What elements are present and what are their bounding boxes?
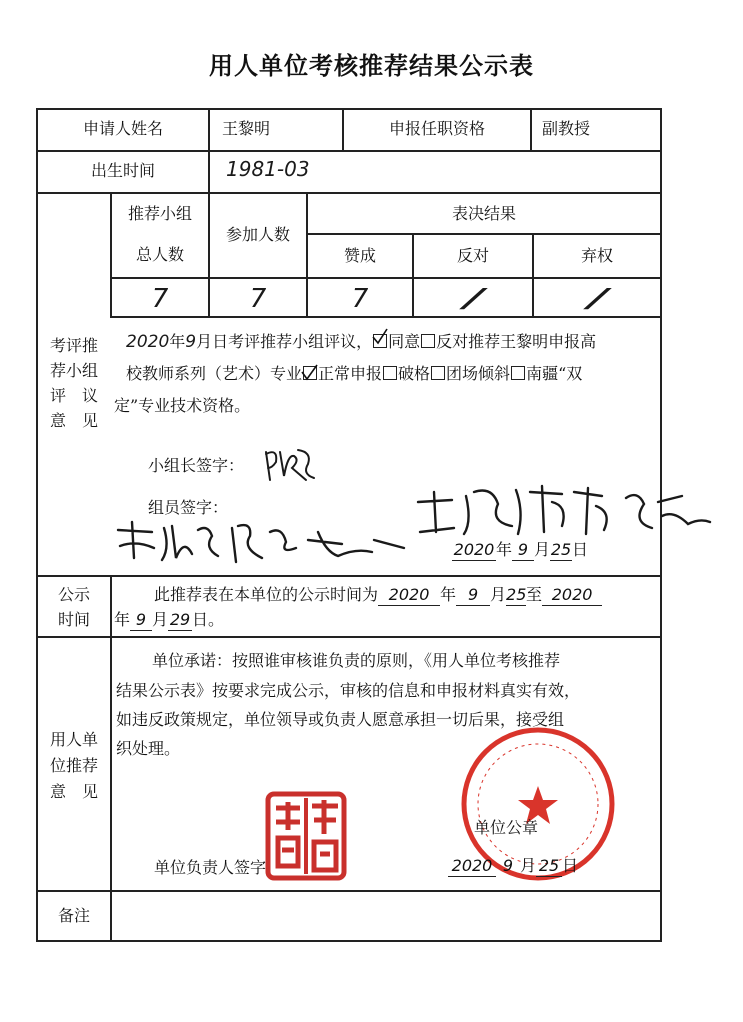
value-total: 7 [151,284,169,314]
header-vote-result: 表决结果 [451,204,516,223]
publicity-label-line2: 时间 [57,610,90,629]
member-signatures-2 [412,482,732,542]
birth-label: 出生时间 [90,161,155,180]
value-for: 7 [351,284,369,314]
south-xinjiang-checkbox [511,366,525,380]
publicity-line2: 年 9 月 29 日。 [114,610,225,629]
exception-checkbox [383,366,397,380]
page-title: 用人单位考核推荐结果公示表 [209,52,534,80]
remarks-label: 备注 [57,906,90,925]
unit-leader-sign-label: 单位负责人签字 [154,858,267,877]
member-signatures-1 [112,518,412,568]
birth-value: 1981-03 [226,157,310,181]
header-against: 反对 [456,246,489,265]
oppose-checkbox [421,334,435,348]
applicant-name-label: 申请人姓名 [82,119,163,138]
opinion-text: 2020年9月日考评推荐小组评议， 同意 反对推荐王黎明申报高 校教师系列（艺术）专业 正常申报 破格 团场倾斜 南疆“双 定”专业技术资格。 [126,326,656,422]
normal-checkbox [303,366,317,380]
header-group-total-line2: 总人数 [135,245,184,264]
header-participants: 参加人数 [225,225,290,244]
seal-label: 单位公章 [474,818,539,837]
opinion-year-hand: 2020 [126,332,170,352]
header-for: 赞成 [343,246,376,265]
agree-checkbox [373,334,387,348]
value-participants: 7 [249,284,267,314]
publicity-label-line1: 公示 [57,585,90,604]
check-mark-icon [301,363,317,381]
position-label: 申报任职资格 [388,119,485,138]
header-abstain: 弃权 [580,246,613,265]
value-against: / [463,284,483,314]
members-sign-label: 组员签字： [148,498,229,517]
opinion-month-hand: 9 [185,332,197,352]
value-abstain: / [587,284,607,314]
header-group-total-line1: 推荐小组 [127,204,192,223]
position-value: 副教授 [542,119,591,138]
recommendation-date: 2020 9 月 25 日 [448,856,578,877]
applicant-name-value: 王黎明 [222,119,271,138]
regiment-checkbox [431,366,445,380]
leader-signature [262,446,322,486]
publicity-line1: 此推荐表在本单位的公示时间为 2020 年 9 月25至 2020 [154,585,602,606]
check-mark-icon [372,329,388,345]
personal-seal-stamp [264,790,348,882]
evaluation-sign-date: 2020 年 9 月25日 [453,540,589,559]
leader-sign-label: 小组长签字： [148,456,245,475]
